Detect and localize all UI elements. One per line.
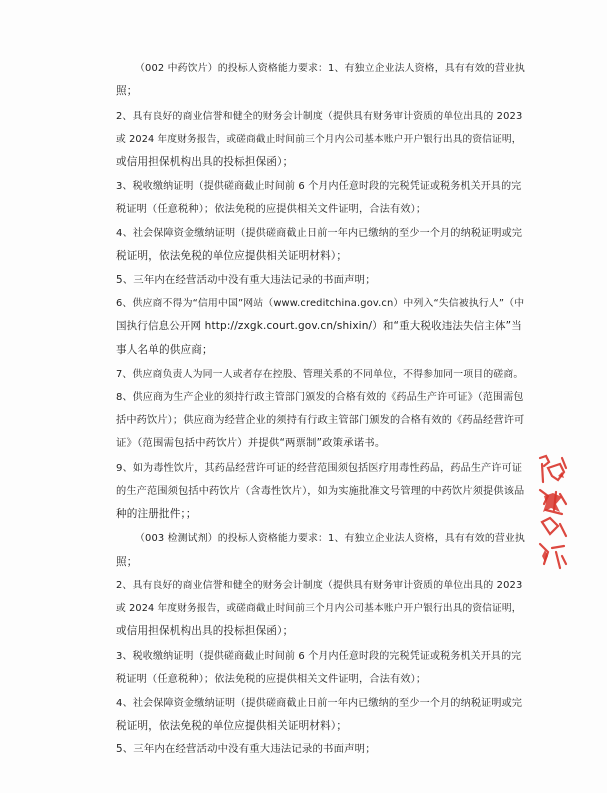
paragraph-line: 的生产范围须包括中药饮片（含毒性饮片），如为实施批准文号管理的中药饮片须提供该品 [116, 486, 525, 497]
paragraph-line: 括中药饮片）；供应商为经营企业的须持有行政主管部门颁发的合格有效的《药品经营许可 [116, 415, 525, 426]
paragraph-line: 4、社会保障资金缴纳证明（提供磋商截止日前一年内已缴纳的至少一个月的纳税证明或完 [116, 698, 523, 709]
paragraph-line: 8、供应商为生产企业的须持行政主管部门颁发的合格有效的《药品生产许可证》（范围需包 [116, 392, 524, 403]
paragraph-line: 4、社会保障资金缴纳证明（提供磋商截止日前一年内已缴纳的至少一个月的纳税证明或完 [116, 228, 523, 239]
paragraph-line: 3、税收缴纳证明（提供磋商截止时间前 6 个月内任意时段的完税凭证或税务机关开具的完 [116, 651, 522, 662]
section-002-heading-line: 照； [116, 85, 138, 97]
paragraph-line: 税证明（任意税种）；依法免税的应提供相关文件证明，合法有效）； [116, 674, 427, 685]
paragraph-line: 7、供应商负责人为同一人或者存在控股、管理关系的不同单位，不得参加同一项目的磋商。 [116, 369, 524, 380]
paragraph-line: 3、税收缴纳证明（提供磋商截止时间前 6 个月内任意时段的完税凭证或税务机关开具的完 [116, 181, 522, 192]
seal-stamp-graphic [536, 452, 570, 574]
paragraph-line: 国执行信息公开网 http://zxgk.court.gov.cn/shixin/）和“重大税收违法失信主体”当 [116, 320, 522, 332]
paragraph-line: 或 2024 年度财务报告，或磋商截止时间前三个月内公司基本账户开户银行出具的资信证明， [116, 134, 522, 145]
section-003-heading-line: 照； [116, 556, 138, 568]
partial-seal-stamp [536, 452, 570, 574]
paragraph-line: 或 2024 年度财务报告，或磋商截止时间前三个月内公司基本账户开户银行出具的资信证明， [116, 603, 522, 614]
paragraph-line: 2、具有良好的商业信誉和健全的财务会计制度（提供具有财务审计资质的单位出具的 2023 [116, 580, 523, 591]
section-002-heading-line: （002 中药饮片）的投标人资格能力要求：1、有独立企业法人资格，具有有效的营业执 [135, 63, 525, 74]
paragraph-line: 2、具有良好的商业信誉和健全的财务会计制度（提供具有财务审计资质的单位出具的 2023 [116, 111, 523, 122]
paragraph-line: 税证明（任意税种）；依法免税的应提供相关文件证明，合法有效）； [116, 204, 427, 215]
paragraph-line: 9、如为毒性饮片，其药品经营许可证的经营范围须包括医疗用毒性药品，药品生产许可证 [116, 463, 523, 474]
paragraph-line: 5、三年内在经营活动中没有重大违法记录的书面声明； [116, 743, 376, 755]
paragraph-line: 税证明，依法免税的单位应提供相关证明材料）； [116, 720, 348, 732]
paragraph-line: 或信用担保机构出具的投标担保函）； [116, 625, 294, 637]
paragraph-line: 5、三年内在经营活动中没有重大违法记录的书面声明； [116, 274, 376, 286]
paragraph-line: 6、供应商不得为“信用中国”网站（www.creditchina.gov.cn）中列入“失信被执行人”（中 [116, 298, 525, 309]
paragraph-line: 税证明，依法免税的单位应提供相关证明材料）； [116, 250, 348, 262]
paragraph-line: 事人名单的供应商； [116, 344, 213, 356]
paragraph-line: 或信用担保机构出具的投标担保函）； [116, 156, 294, 168]
section-003-heading-line: （003 检测试剂）的投标人资格能力要求：1、有独立企业法人资格，具有有效的营业执 [135, 533, 525, 544]
paragraph-line: 证》（范围需包括中药饮片）并提供“两票制”政策承诺书。 [116, 437, 386, 449]
paragraph-line: 种的注册批件；； [116, 508, 197, 520]
